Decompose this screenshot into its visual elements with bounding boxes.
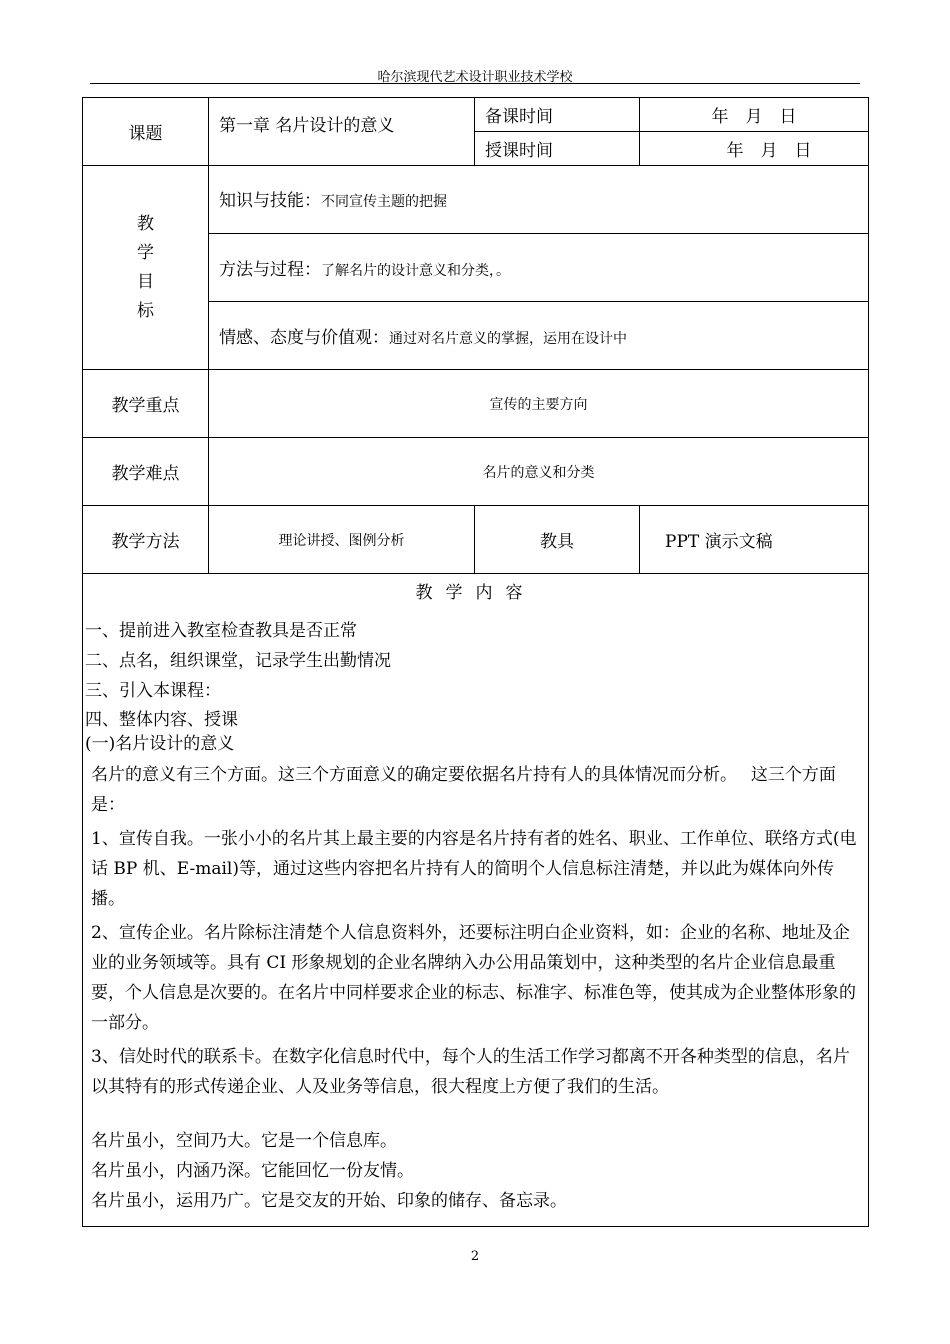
tools-value: PPT 演示文稿	[640, 506, 869, 574]
prep-time-value: 年 月 日	[640, 98, 869, 132]
page-number: 2	[470, 1249, 480, 1264]
closing-line: 名片虽小，运用乃广。它是交友的开始、印象的储存、备忘录。	[91, 1191, 567, 1211]
school-header: 哈尔滨现代艺术设计职业技术学校	[377, 70, 573, 85]
topic-value-text: 第一章 名片设计的意义	[219, 116, 395, 136]
method-value: 理论讲授、图例分析	[209, 506, 475, 574]
goal-knowledge-label: 知识与技能：	[219, 191, 321, 211]
goal-method-value: 了解名片的设计意义和分类，。	[321, 263, 510, 279]
lesson-plan-table	[82, 97, 869, 1227]
content-closing	[91, 1126, 860, 1216]
difficulty-label: 教学难点	[83, 438, 209, 506]
content-step: 一、提前进入教室检查教具是否正常	[85, 621, 357, 641]
topic-label: 课题	[83, 98, 209, 166]
content-paragraph: 名片的意义有三个方面。这三个方面意义的确定要依据名片持有人的具体情况而分析。 这三个方面是：	[91, 765, 836, 815]
goal-method	[209, 234, 869, 302]
section-title: (一)名片设计的意义	[85, 734, 235, 754]
content-paragraph: 3、信处时代的联系卡。在数字化信息时代中，每个人的生活工作学习都离不开各种类型的信息，名片以其特有的形式传递企业、人及业务等信息，很大程度上方便了我们的生活。	[91, 1047, 850, 1097]
closing-line: 名片虽小，空间乃大。它是一个信息库。	[91, 1131, 397, 1151]
content-step: 四、整体内容、授课	[85, 710, 238, 730]
goal-attitude-value: 通过对名片意义的掌握，运用在设计中	[389, 331, 627, 347]
content-paragraphs	[91, 760, 860, 1102]
prep-time-label: 备课时间	[475, 98, 640, 132]
closing-line: 名片虽小，内涵乃深。它能回忆一份友情。	[91, 1161, 414, 1181]
difficulty-value: 名片的意义和分类	[209, 438, 869, 506]
goal-knowledge-value: 不同宣传主题的把握	[321, 194, 447, 210]
goals-label-char: 目	[137, 271, 154, 292]
goal-attitude	[209, 302, 869, 370]
goal-attitude-label: 情感、态度与价值观：	[219, 328, 389, 348]
goals-label-char: 标	[137, 300, 154, 321]
goals-label	[83, 166, 209, 370]
topic-value	[209, 98, 475, 166]
teach-time-label: 授课时间	[475, 132, 640, 166]
goals-label-char: 教	[137, 213, 154, 234]
goals-label-char: 学	[137, 242, 154, 263]
header-divider	[90, 83, 860, 84]
content-title: 教学内容	[415, 583, 536, 603]
key-point-value: 宣传的主要方向	[209, 370, 869, 438]
method-label: 教学方法	[83, 506, 209, 574]
content-paragraph: 2、宣传企业。名片除标注清楚个人信息资料外，还要标注明白企业资料，如：企业的名称、地址及企业的业务领域等。具有 CI 形象规划的企业名牌纳入办公用品策划中，这种类型的名片企业信息最重要，个人信息是次要的。在名片中同样要求企业的标志、标准字、标准色等，使其成为企业整体形象的一部分。	[91, 923, 856, 1033]
content-steps	[85, 616, 860, 754]
content-step: 二、点名，组织课堂，记录学生出勤情况	[85, 651, 391, 671]
content-step: 三、引入本课程：	[85, 681, 221, 701]
teaching-content	[83, 574, 869, 1227]
content-paragraph: 1、宣传自我。一张小小的名片其上最主要的内容是名片持有者的姓名、职业、工作单位、联络方式(电话 BP 机、E-mail)等，通过这些内容把名片持有人的简明个人信息标注清楚，并以此为媒体向外传播。	[91, 829, 857, 909]
teach-time-value: 年 月 日	[640, 132, 869, 166]
goal-knowledge	[209, 166, 869, 234]
goal-method-label: 方法与过程：	[219, 260, 321, 280]
key-point-label: 教学重点	[83, 370, 209, 438]
tools-label: 教具	[475, 506, 640, 574]
